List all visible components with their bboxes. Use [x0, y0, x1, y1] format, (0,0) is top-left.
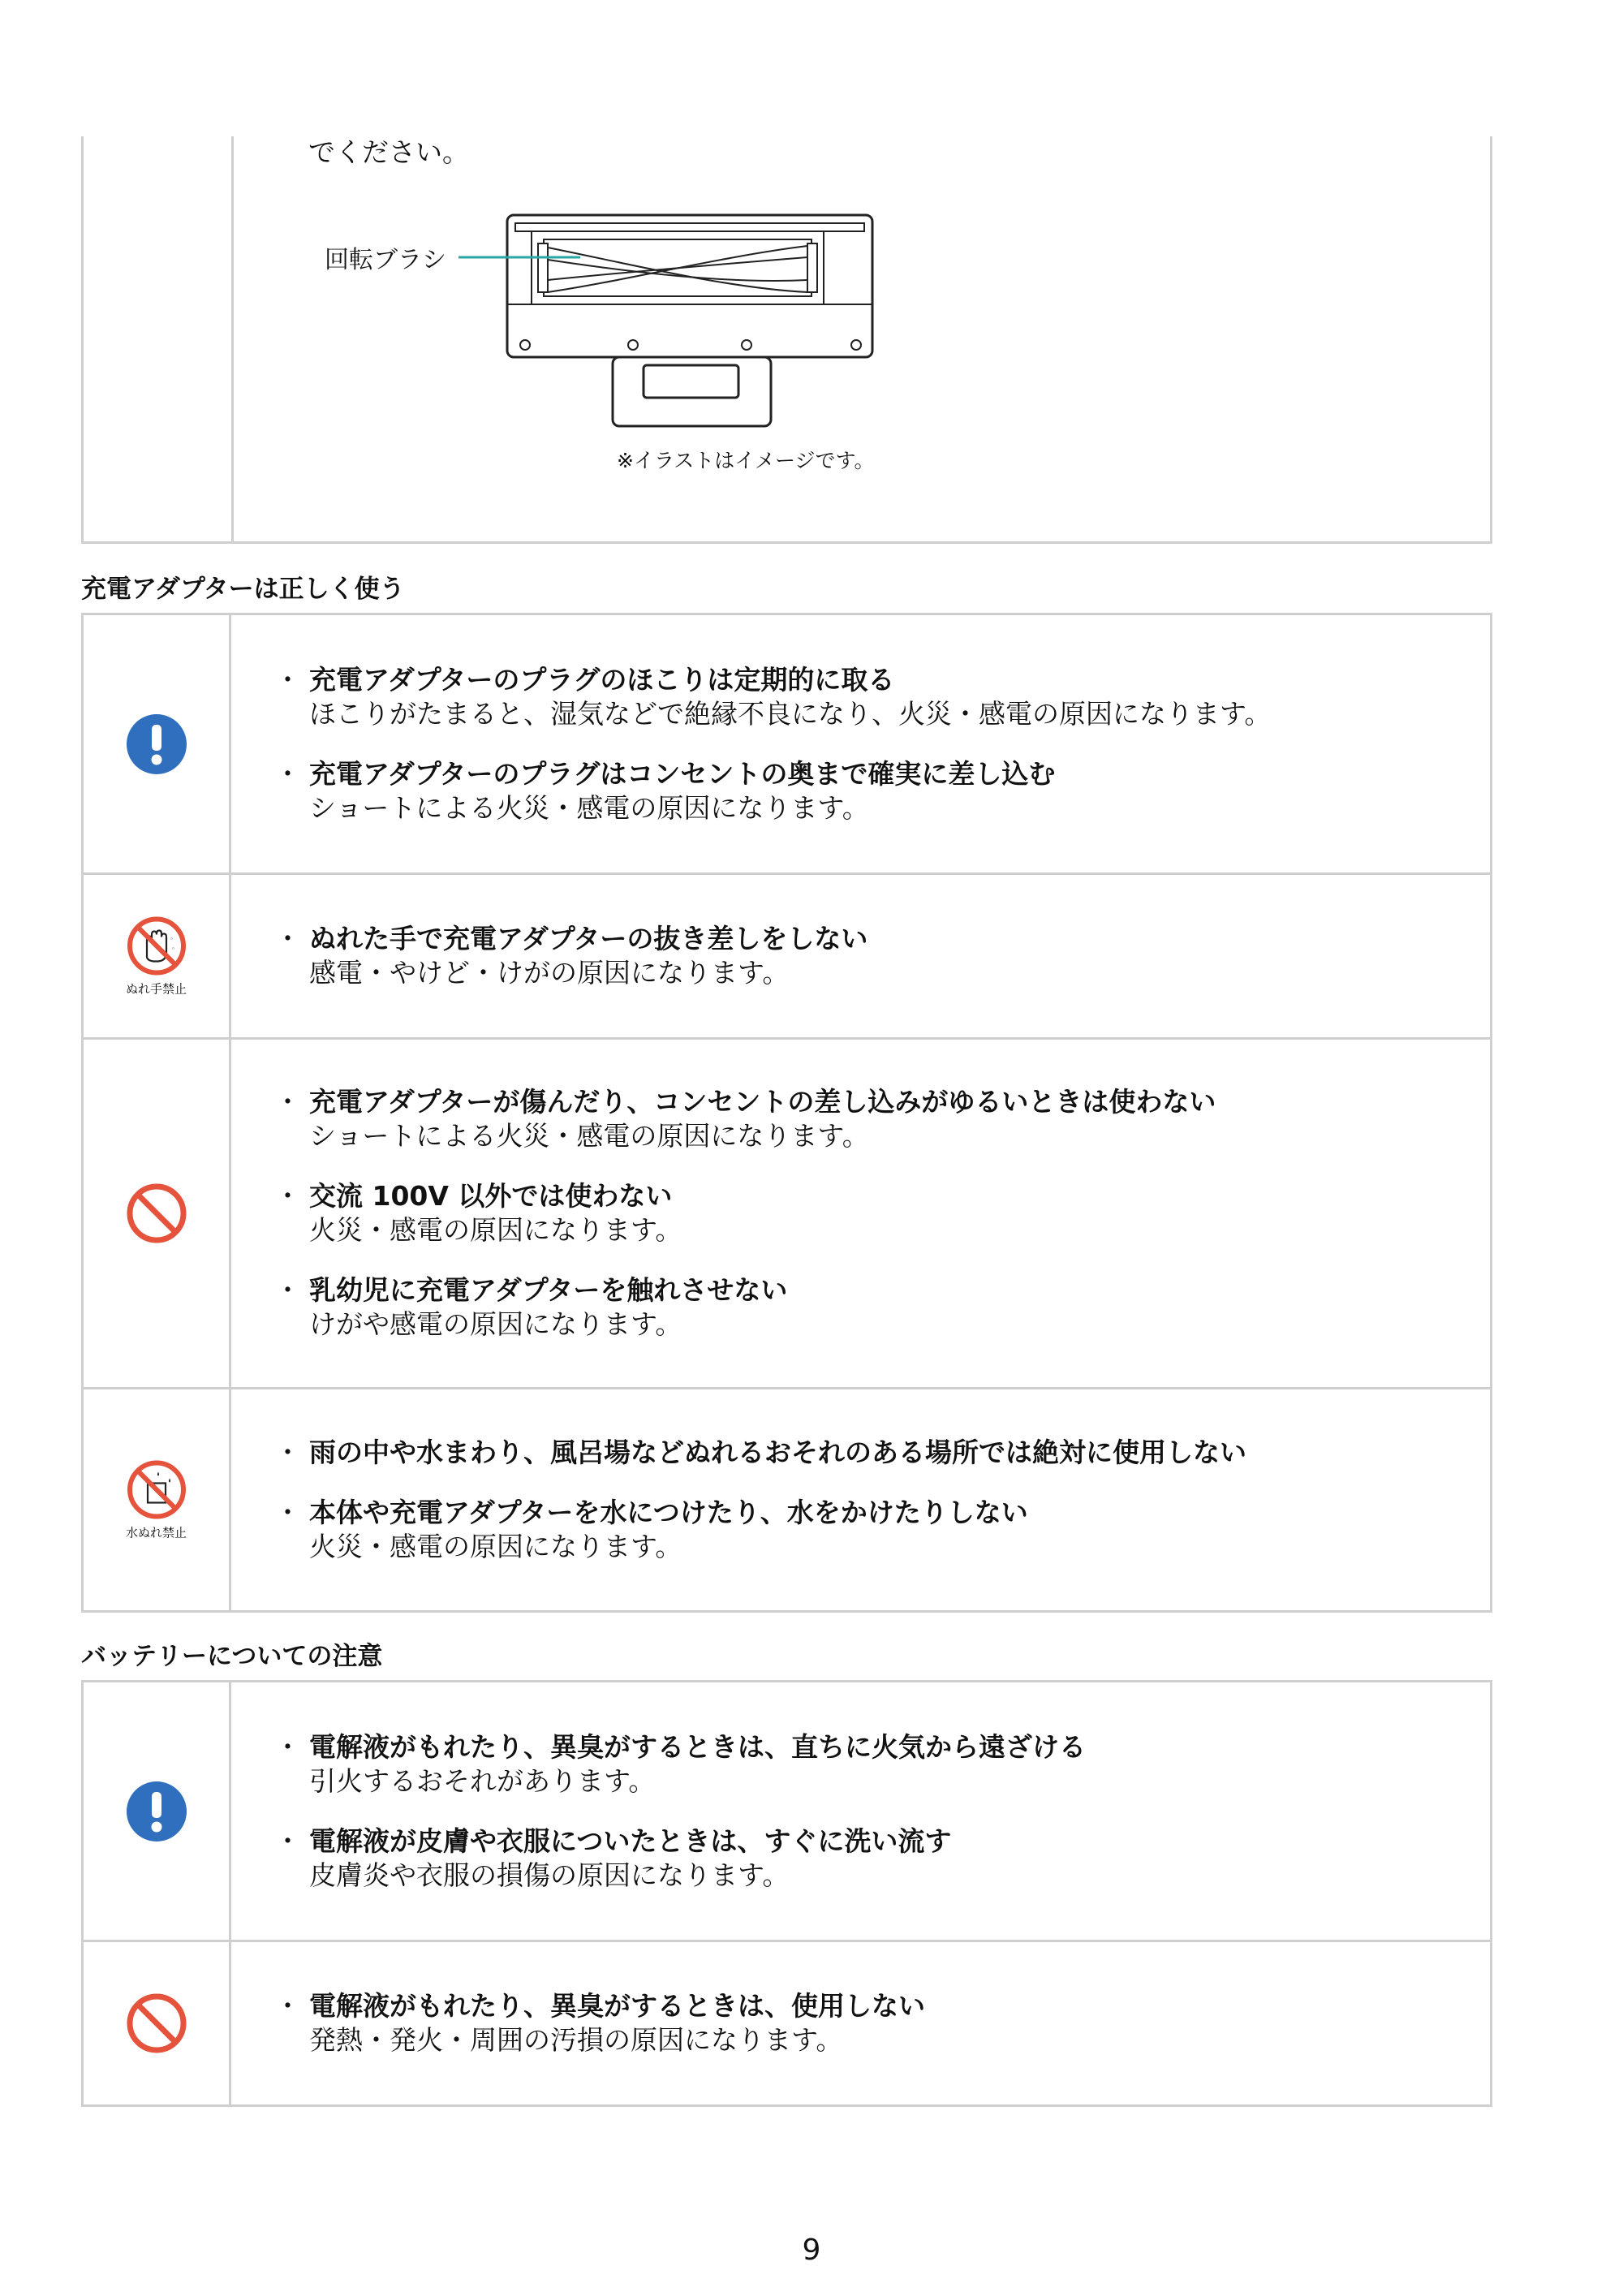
warning-item — [274, 1989, 1466, 2057]
brush-label: 回転ブラシ — [325, 246, 446, 274]
bullet: ・ — [274, 1274, 301, 1306]
item-desc: ほこりがたまると、湿気などで絶縁不良になり、火災・感電の原因になります。 — [309, 697, 1272, 730]
bullet: ・ — [274, 1180, 301, 1212]
item-title: 電解液がもれたり、異臭がするときは、直ちに火気から遠ざける — [309, 1730, 1086, 1763]
mandatory-exclamation-icon — [125, 1780, 188, 1843]
icon-column-divider — [231, 136, 234, 541]
section-heading: 充電アダプターは正しく使う — [81, 575, 405, 604]
warning-item — [274, 1496, 1466, 1564]
warning-item — [274, 757, 1466, 825]
icon-cell — [84, 1942, 231, 2104]
item-title: 交流 100V 以外では使わない — [309, 1180, 673, 1212]
item-title: 充電アダプターのプラグのほこりは定期的に取る — [309, 663, 895, 696]
icon-cell — [84, 1389, 231, 1610]
item-title: ぬれた手で充電アダプターの抜き差しをしない — [309, 923, 868, 954]
warning-row — [81, 1040, 1492, 1389]
water-prohibited-icon — [126, 1459, 187, 1521]
item-title: 雨の中や水まわり、風呂場などぬれるおそれのある場所では絶対に使用しない — [309, 1437, 1246, 1468]
bullet: ・ — [274, 1730, 301, 1763]
illustration-note: ※イラストはイメージです。 — [617, 449, 875, 472]
warning-table — [81, 1680, 1492, 2107]
item-title: 電解液が皮膚や衣服についたときは、すぐに洗い流す — [309, 1824, 952, 1857]
warning-item — [274, 1436, 1466, 1470]
warning-item — [274, 1179, 1466, 1247]
warning-row — [81, 875, 1492, 1040]
icon-cell — [84, 875, 231, 1037]
item-title: 充電アダプターが傷んだり、コンセントの差し込みがゆるいときは使わない — [309, 1086, 1216, 1118]
item-desc: 感電・やけど・けがの原因になります。 — [309, 957, 790, 989]
item-desc: けがや感電の原因になります。 — [309, 1308, 682, 1340]
warning-row — [81, 1942, 1492, 2107]
wet-hands-prohibited-icon — [126, 915, 187, 977]
bullet: ・ — [274, 1497, 301, 1528]
item-desc: 発熱・発火・周囲の汚損の原因になります。 — [309, 2024, 843, 2056]
bullet: ・ — [274, 1086, 301, 1118]
prohibited-icon — [125, 1992, 188, 2055]
warning-row — [81, 1389, 1492, 1613]
bullet: ・ — [274, 757, 301, 790]
item-desc: 火災・感電の原因になります。 — [309, 1214, 682, 1246]
prohibited-icon — [125, 1182, 188, 1245]
svg-text:◦: ◦ — [169, 935, 174, 943]
item-desc: 火災・感電の原因になります。 — [309, 1531, 682, 1562]
bullet: ・ — [274, 1437, 301, 1468]
item-title: 充電アダプターのプラグはコンセントの奥まで確実に差し込む — [309, 757, 1056, 790]
warning-row — [81, 1682, 1492, 1942]
item-desc: ショートによる火災・感電の原因になります。 — [309, 791, 869, 824]
item-desc: 引火するおそれがあります。 — [309, 1764, 656, 1797]
warning-table — [81, 613, 1492, 1613]
bullet: ・ — [274, 1824, 301, 1857]
item-title: 電解液がもれたり、異臭がするときは、使用しない — [309, 1990, 925, 2022]
continued-text: でください。 — [308, 136, 469, 168]
warning-item — [274, 1730, 1466, 1798]
warning-item — [274, 1085, 1466, 1153]
item-title: 本体や充電アダプターを水につけたり、水をかけたりしない — [309, 1497, 1028, 1528]
item-title: 乳幼児に充電アダプターを触れさせない — [309, 1274, 788, 1306]
icon-caption: 水ぬれ禁止 — [125, 1525, 187, 1540]
icon-cell — [84, 1040, 231, 1387]
warning-row — [81, 615, 1492, 875]
icon-cell — [84, 1682, 231, 1940]
bullet: ・ — [274, 1990, 301, 2022]
svg-text:◦: ◦ — [170, 945, 175, 953]
icon-cell — [84, 615, 231, 872]
item-desc: 皮膚炎や衣服の損傷の原因になります。 — [309, 1859, 790, 1891]
icon-caption: ぬれ手禁止 — [125, 981, 187, 997]
bullet: ・ — [274, 923, 301, 954]
page-number: 9 — [802, 2234, 821, 2267]
section-heading: バッテリーについての注意 — [81, 1642, 383, 1671]
bullet: ・ — [274, 663, 301, 696]
warning-item — [274, 1824, 1466, 1893]
warning-item — [274, 663, 1466, 731]
warning-item — [274, 1273, 1466, 1342]
mandatory-exclamation-icon — [125, 713, 188, 776]
item-desc: ショートによる火災・感電の原因になります。 — [309, 1120, 869, 1152]
warning-item — [274, 922, 1466, 990]
